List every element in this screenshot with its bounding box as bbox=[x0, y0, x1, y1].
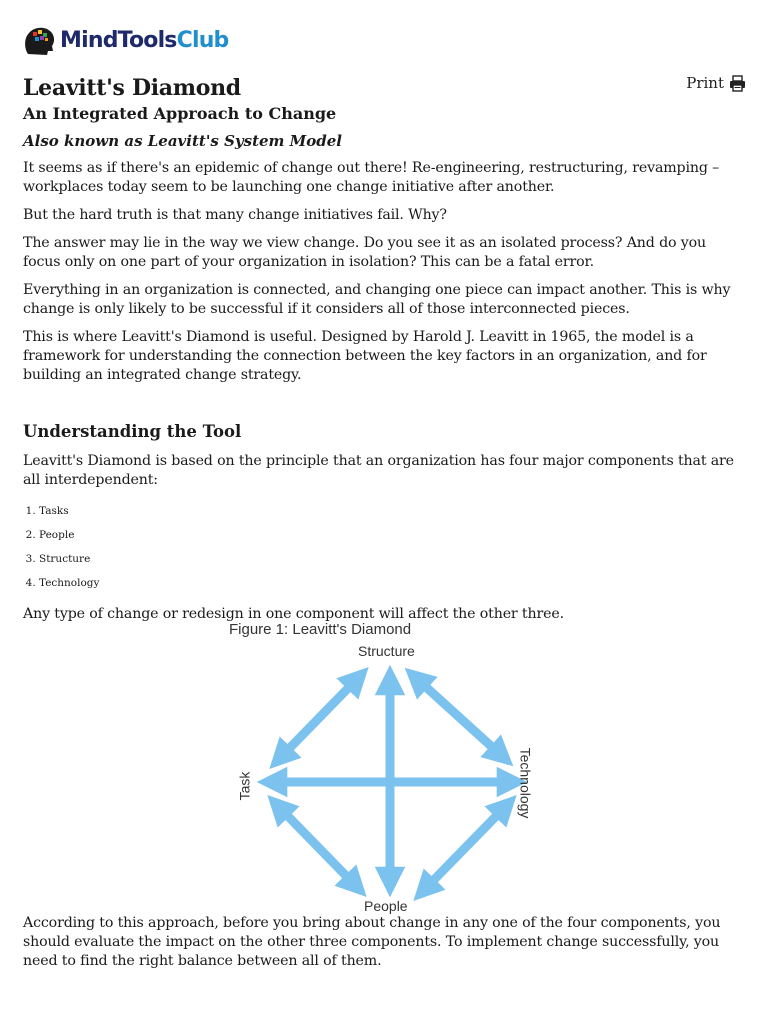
paragraph: But the hard truth is that many change initiatives fail. Why? bbox=[23, 207, 447, 223]
also-known-as: Also known as Leavitt's System Model bbox=[23, 132, 342, 150]
brand-mind: Mind bbox=[60, 28, 118, 53]
paragraph: Everything in an organization is connected, and changing one piece can impact another. This is why change is only likely to be successful if it considers all of those interconnected pieces. bbox=[23, 282, 731, 317]
task-people-arrow bbox=[278, 806, 356, 886]
list-item: 2. People bbox=[39, 523, 743, 547]
brand-wordmark[interactable] bbox=[60, 28, 229, 53]
brand-tools: Tools bbox=[117, 28, 177, 53]
paragraph: It seems as if there's an epidemic of change out there! Re-engineering, restructuring, revamping – workplaces today seem to be launching one change initiative after another. bbox=[23, 160, 720, 195]
structure-technology-arrow bbox=[416, 678, 502, 756]
section-intro: Leavitt's Diamond is based on the principle that an organization has four major components that are all interdependent: bbox=[23, 453, 734, 488]
list-item: 3. Structure bbox=[39, 547, 743, 571]
site-header bbox=[22, 24, 322, 64]
technology-people-arrow bbox=[424, 806, 506, 890]
closing-section bbox=[23, 914, 743, 980]
brand-club: Club bbox=[176, 28, 229, 53]
figure-title: Figure 1: Leavitt's Diamond bbox=[229, 621, 412, 638]
closing-paragraph: According to this approach, before you bring about change in any one of the four components, you should evaluate the impact on the other three components. To implement change successfully, you need to find the right balance between all of them. bbox=[23, 915, 721, 969]
print-label: Print bbox=[686, 74, 724, 92]
leavitts-diamond-figure bbox=[220, 620, 560, 920]
article bbox=[23, 73, 743, 633]
label-structure: Structure bbox=[358, 643, 415, 659]
diamond-diagram bbox=[220, 620, 560, 920]
components-list bbox=[23, 499, 743, 595]
section-heading: Understanding the Tool bbox=[23, 422, 242, 441]
list-item: 4. Technology bbox=[39, 571, 743, 595]
label-people: People bbox=[364, 898, 408, 914]
label-task: Task bbox=[236, 771, 253, 801]
label-technology: Technology bbox=[517, 747, 534, 819]
mindtools-head-logo-icon[interactable] bbox=[22, 24, 58, 60]
structure-task-arrow bbox=[280, 678, 358, 758]
paragraph: The answer may lie in the way we view change. Do you see it as an isolated process? And do you focus only on one part of your organization in isolation? This can be a fatal error. bbox=[23, 235, 707, 270]
list-item: 1. Tasks bbox=[39, 499, 743, 523]
after-list-text: Any type of change or redesign in one component will affect the other three. bbox=[23, 606, 564, 622]
paragraph: This is where Leavitt's Diamond is useful. Designed by Harold J. Leavitt in 1965, the model is a framework for understanding the connection between the key factors in an organization, and for building an integrated change strategy. bbox=[23, 329, 707, 383]
article-subtitle: An Integrated Approach to Change bbox=[23, 104, 337, 123]
article-title: Leavitt's Diamond bbox=[23, 75, 241, 101]
